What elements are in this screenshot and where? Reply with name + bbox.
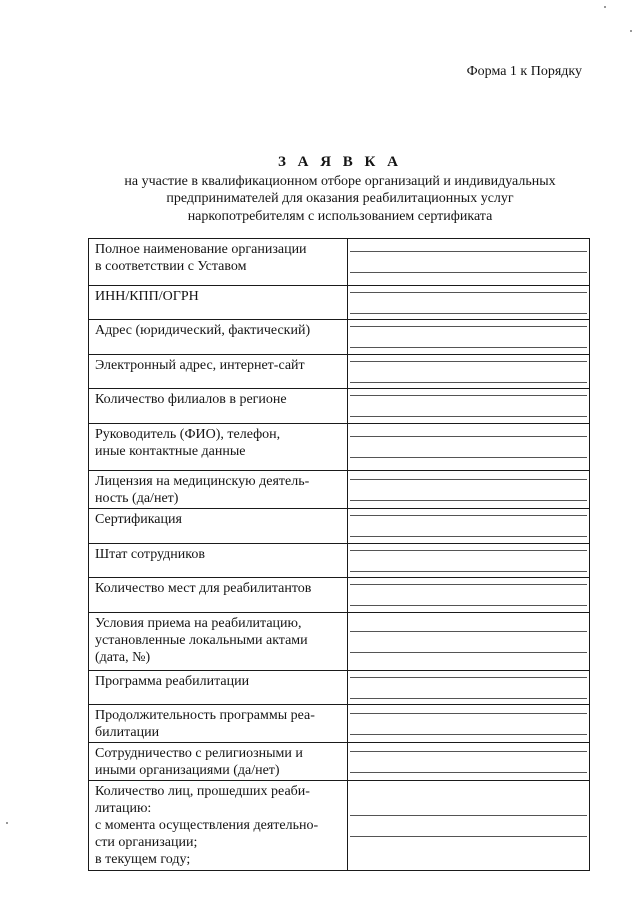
field-label-cell	[89, 705, 348, 743]
field-value[interactable]	[350, 436, 587, 458]
field-value-cell[interactable]	[348, 544, 590, 578]
field-label: Сотрудничество с религиозными и	[95, 746, 303, 761]
field-value[interactable]	[350, 751, 587, 773]
field-label-cell	[89, 544, 348, 578]
field-value-cell[interactable]	[348, 578, 590, 613]
field-label-cell	[89, 509, 348, 544]
field-value-cell[interactable]	[348, 355, 590, 389]
field-label-cell	[89, 239, 348, 286]
field-value[interactable]	[350, 550, 587, 572]
field-label: Полное наименование организации	[95, 242, 307, 257]
field-label-cell	[89, 743, 348, 781]
field-value-cell[interactable]	[348, 671, 590, 705]
field-value-cell[interactable]	[348, 286, 590, 320]
field-label: ность (да/нет)	[95, 491, 179, 506]
field-label: Штат сотрудников	[95, 547, 205, 562]
field-label-cell	[89, 578, 348, 613]
table-row	[89, 743, 590, 781]
field-value[interactable]	[350, 584, 587, 606]
field-value-cell[interactable]	[348, 781, 590, 871]
field-value[interactable]	[350, 251, 587, 273]
field-label: Адрес (юридический, фактический)	[95, 323, 311, 338]
application-table	[88, 238, 590, 871]
field-value[interactable]	[350, 292, 587, 314]
field-value-cell[interactable]	[348, 705, 590, 743]
table-row	[89, 544, 590, 578]
table-row	[89, 389, 590, 424]
field-label: в текущем году;	[95, 852, 191, 867]
field-label: Лицензия на медицинскую деятель-	[95, 474, 310, 489]
field-label: с момента осуществления деятельно-	[95, 818, 319, 833]
field-label-cell	[89, 286, 348, 320]
table-row	[89, 578, 590, 613]
field-label-cell	[89, 389, 348, 424]
field-label-cell	[89, 613, 348, 671]
field-label: (дата, №)	[95, 650, 151, 665]
table-row	[89, 320, 590, 355]
table-row	[89, 509, 590, 544]
field-label-cell	[89, 355, 348, 389]
form-reference: Форма 1 к Порядку	[466, 64, 582, 79]
subtitle-line: наркопотребителям с использованием сертификата	[187, 208, 493, 224]
field-label: сти организации;	[95, 835, 198, 850]
field-value-cell[interactable]	[348, 743, 590, 781]
field-value-cell[interactable]	[348, 424, 590, 471]
table-row	[89, 424, 590, 471]
field-value-cell[interactable]	[348, 389, 590, 424]
field-value[interactable]	[350, 326, 587, 348]
table-row	[89, 355, 590, 389]
field-label: Сертификация	[95, 512, 182, 527]
table-row	[89, 471, 590, 509]
field-label: Условия приема на реабилитацию,	[95, 616, 302, 631]
field-label: Количество лиц, прошедших реаби-	[95, 784, 310, 799]
field-label: в соответствии с Уставом	[95, 259, 247, 274]
document-title: З А Я В К А	[277, 154, 403, 170]
field-value-cell[interactable]	[348, 320, 590, 355]
table-row	[89, 239, 590, 286]
scan-speck	[604, 6, 606, 8]
subtitle-line: на участие в квалификационном отборе организаций и индивидуальных	[124, 173, 556, 189]
field-label-cell	[89, 320, 348, 355]
field-label-cell	[89, 781, 348, 871]
field-value[interactable]	[350, 631, 587, 653]
field-value[interactable]	[350, 395, 587, 417]
field-label: установленные локальными актами	[95, 633, 308, 648]
field-label: ИНН/КПП/ОГРН	[95, 289, 199, 304]
field-value-cell[interactable]	[348, 509, 590, 544]
scan-speck	[6, 822, 8, 824]
field-value[interactable]	[350, 713, 587, 735]
field-value[interactable]	[350, 677, 587, 699]
table-row	[89, 705, 590, 743]
field-value[interactable]	[350, 479, 587, 501]
field-label: Количество филиалов в регионе	[95, 392, 287, 407]
field-value-cell[interactable]	[348, 471, 590, 509]
field-label-cell	[89, 471, 348, 509]
field-label: Программа реабилитации	[95, 674, 250, 689]
field-value[interactable]	[350, 515, 587, 537]
scan-speck	[630, 30, 632, 32]
field-value[interactable]	[350, 361, 587, 383]
document-heading	[82, 154, 598, 225]
field-value[interactable]	[350, 815, 587, 837]
field-label: литацию:	[95, 801, 152, 816]
field-value-cell[interactable]	[348, 239, 590, 286]
field-label: иные контактные данные	[95, 444, 246, 459]
table-row	[89, 671, 590, 705]
field-label: Количество мест для реабилитантов	[95, 581, 312, 596]
field-value-cell[interactable]	[348, 613, 590, 671]
field-label: Продолжительность программы реа-	[95, 708, 315, 723]
table-row	[89, 613, 590, 671]
table-row	[89, 286, 590, 320]
field-label: билитации	[95, 725, 160, 740]
field-label-cell	[89, 424, 348, 471]
table-row	[89, 781, 590, 871]
field-label: иными организациями (да/нет)	[95, 763, 280, 778]
field-label-cell	[89, 671, 348, 705]
subtitle-line: предпринимателей для оказания реабилитационных услуг	[166, 191, 514, 206]
field-label: Руководитель (ФИО), телефон,	[95, 427, 281, 442]
field-label: Электронный адрес, интернет-сайт	[95, 358, 305, 373]
